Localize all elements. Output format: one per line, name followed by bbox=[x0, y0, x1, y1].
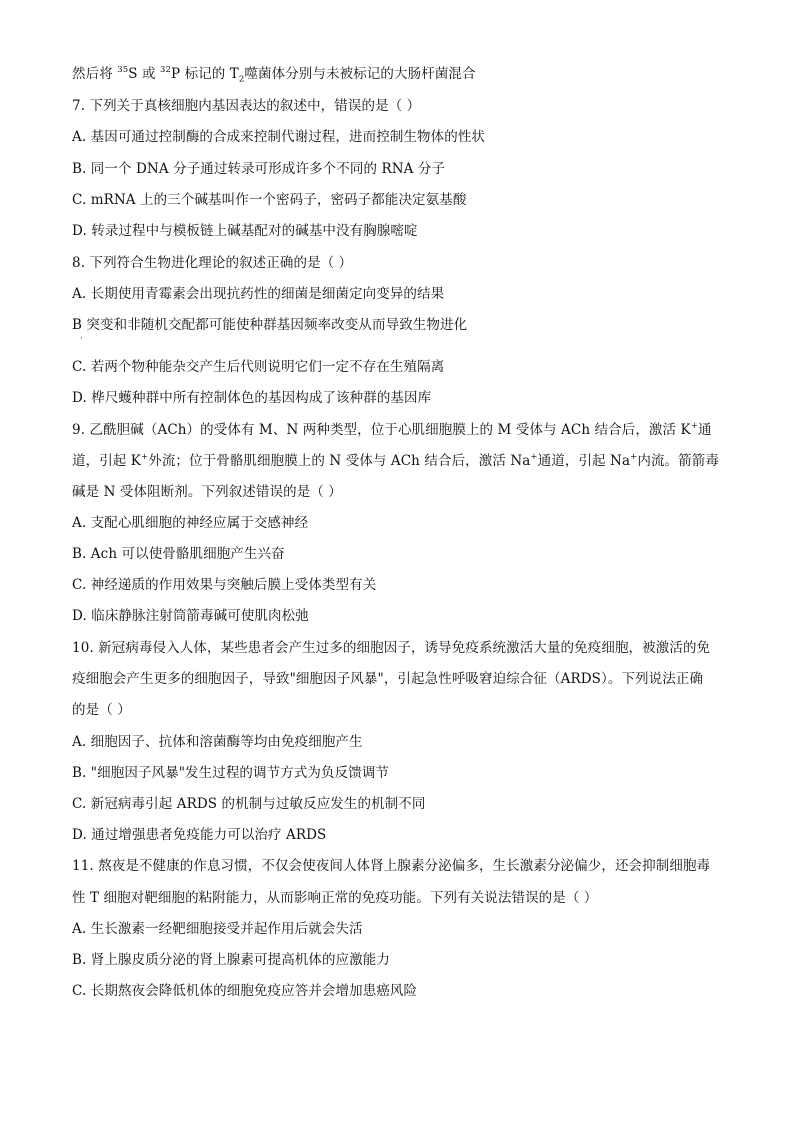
q10-option-b: B. "细胞因子风暴"发生过程的调节方式为负反馈调节 bbox=[72, 765, 390, 781]
q7-option-b: B. 同一个 DNA 分子通过转录可形成许多个不同的 RNA 分子 bbox=[72, 161, 446, 177]
q9-stem-line1: 9. 乙酰胆碱（ACh）的受体有 M、N 两种类型，位于心肌细胞膜上的 M 受体与 ACh 结合后，激活 K+通 bbox=[72, 420, 712, 438]
q9-option-d: D. 临床静脉注射筒箭毒碱可使肌肉松弛 bbox=[72, 608, 309, 624]
q9-option-a: A. 支配心肌细胞的神经应属于交感神经 bbox=[72, 515, 309, 531]
q7-option-d: D. 转录过程中与模板链上碱基配对的碱基中没有胸腺嘧啶 bbox=[72, 223, 418, 239]
stray-mark: · bbox=[80, 334, 83, 344]
intro-line: 然后将 $^{35}$S 或 $^{32}$P 标记的 $T_2$噬菌体分别与未被标记的大肠杆菌混合 bbox=[72, 64, 476, 85]
q11-option-c: C. 长期熬夜会降低机体的细胞免疫应答并会增加患癌风险 bbox=[72, 983, 418, 999]
q7-option-c: C. mRNA 上的三个碱基叫作一个密码子，密码子都能决定氨基酸 bbox=[72, 192, 467, 208]
q10-option-d: D. 通过增强患者免疫能力可以治疗 ARDS bbox=[72, 827, 327, 843]
q7-option-a: A. 基因可通过控制酶的合成来控制代谢过程，进而控制生物体的性状 bbox=[72, 129, 486, 145]
q10-option-c: C. 新冠病毒引起 ARDS 的机制与过敏反应发生的机制不同 bbox=[72, 796, 426, 812]
q11-stem-line1: 11. 熬夜是不健康的作息习惯，不仅会使夜间人体肾上腺素分泌偏多，生长激素分泌偏少，还会抑制细胞毒 bbox=[72, 858, 711, 874]
q10-option-a: A. 细胞因子、抗体和溶菌酶等均由免疫细胞产生 bbox=[72, 734, 363, 750]
q11-option-a: A. 生长激素一经靶细胞接受并起作用后就会失活 bbox=[72, 921, 363, 937]
q9-stem-line2: 道，引起 K+外流；位于骨骼肌细胞膜上的 N 受体与 ACh 结合后，激活 Na+通道，引起 Na+内流。箭箭毒 bbox=[72, 451, 719, 469]
q8-option-c: C. 若两个物种能杂交产生后代则说明它们一定不存在生殖隔离 bbox=[72, 359, 445, 375]
q11-stem-line2: 性 T 细胞对靶细胞的粘附能力，从而影响正常的免疫功能。下列有关说法错误的是（ ） bbox=[72, 890, 598, 906]
q10-stem-line3: 的是（ ） bbox=[72, 702, 131, 718]
q10-stem-line1: 10. 新冠病毒侵入人体，某些患者会产生过多的细胞因子，诱导免疫系统激活大量的免疫细胞，被激活的免 bbox=[72, 640, 711, 656]
q8-option-a: A. 长期使用青霉素会出现抗药性的细菌是细菌定向变异的结果 bbox=[72, 286, 445, 302]
q8-stem: 8. 下列符合生物进化理论的叙述正确的是（ ） bbox=[72, 255, 353, 271]
q7-stem: 7. 下列关于真核细胞内基因表达的叙述中，错误的是（ ） bbox=[72, 98, 421, 114]
q10-stem-line2: 疫细胞会产生更多的细胞因子，导致"细胞因子风暴"，引起急性呼吸窘迫综合征（ARDS）。下列说法正确 bbox=[72, 671, 704, 687]
q9-option-b: B. Ach 可以使骨骼肌细胞产生兴奋 bbox=[72, 546, 285, 562]
q9-option-c: C. 神经递质的作用效果与突触后膜上受体类型有关 bbox=[72, 577, 377, 593]
q9-stem-line3: 碱是 N 受体阻断剂。下列叙述错误的是（ ） bbox=[72, 484, 342, 500]
q8-option-b: B 突变和非随机交配都可能使种群基因频率改变从而导致生物进化 bbox=[72, 317, 468, 333]
q8-option-d: D. 桦尺蠖种群中所有控制体色的基因构成了该种群的基因库 bbox=[72, 390, 432, 406]
q11-option-b: B. 肾上腺皮质分泌的肾上腺素可提高机体的应激能力 bbox=[72, 952, 391, 968]
